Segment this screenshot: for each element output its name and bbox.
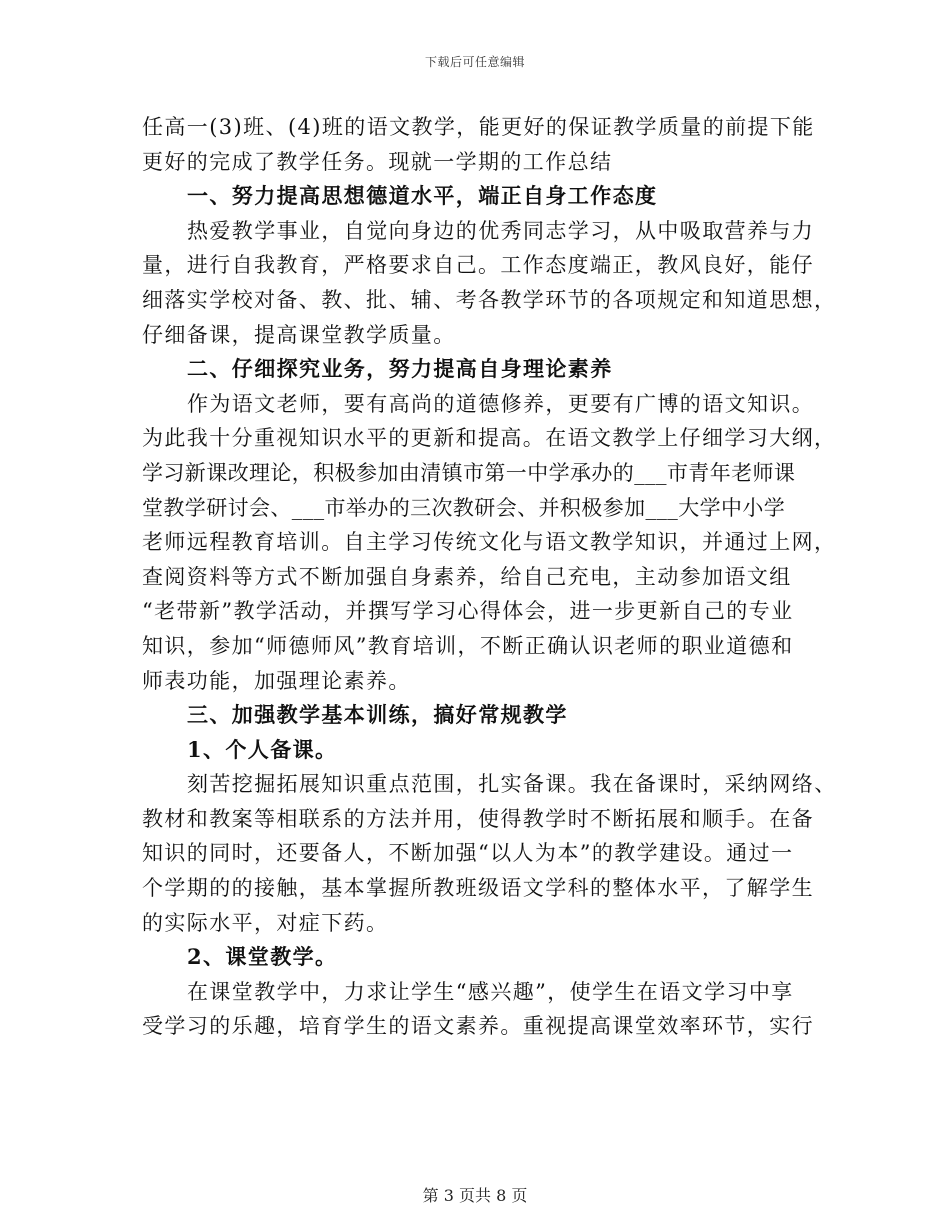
paragraph-first-line: 热爱教学事业，自觉向身边的优秀同志学习，从中吸取营养与力 — [187, 218, 815, 243]
body-line: 更好的完成了教学任务。现就一学期的工作总结 — [142, 149, 613, 174]
body-line: “老带新”教学活动，并撰写学习心得体会，进一步更新自己的专业 — [142, 599, 794, 624]
body-line: 知识的同时，还要备人，不断加强“以人为本”的教学建设。通过一 — [142, 841, 794, 866]
body-line: 仔细备课，提高课堂教学质量。 — [142, 322, 456, 347]
body-line: 为此我十分重视知识水平的更新和提高。在语文教学上仔细学习大纲， — [142, 426, 837, 451]
body-line: 老师远程教育培训。自主学习传统文化与语文教学知识，并通过上网， — [142, 530, 837, 555]
body-line: 任高一(3)班、(4)班的语文教学，能更好的保证教学质量的前提下能 — [142, 115, 815, 139]
paragraph-first-line: 在课堂教学中，力求让学生“感兴趣”，使学生在语文学习中享 — [187, 979, 794, 1004]
body-line: 堂教学研讨会、___市举办的三次教研会、并积极参加___大学中小学 — [142, 495, 786, 520]
body-line: 个学期的的接触，基本掌握所教班级语文学科的整体水平，了解学生 — [142, 876, 814, 901]
paragraph-first-line: 刻苦挖掘拓展知识重点范围，扎实备课。我在备课时，采纳网络、 — [187, 772, 837, 797]
body-line: 学习新课改理论，积极参加由清镇市第一中学承办的___市青年老师课 — [142, 460, 796, 485]
body-line: 教材和教案等相联系的方法并用，使得教学时不断拓展和顺手。在备 — [142, 806, 814, 831]
body-line: 细落实学校对备、教、批、辅、考各教学环节的各项规定和知道思想， — [142, 287, 837, 312]
page-footer-number: 第 3 页共 8 页 — [422, 1186, 528, 1205]
subsection-heading-2: 2、课堂教学。 — [187, 944, 338, 970]
body-line: 量，进行自我教育，严格要求自己。工作态度端正，教风良好，能仔 — [142, 253, 814, 278]
body-line: 查阅资料等方式不断加强自身素养，给自己充电，主动参加语文组 — [142, 564, 792, 589]
paragraph-first-line: 作为语文老师，要有高尚的道德修养，更要有广博的语文知识。 — [187, 391, 815, 416]
subsection-heading-1: 1、个人备课。 — [187, 736, 338, 762]
body-line: 受学习的乐趣，培育学生的语文素养。重视提高课堂效率环节，实行 — [142, 1014, 814, 1039]
page-header-note: 下载后可任意编辑 — [424, 55, 525, 69]
section-heading-3: 三、加强教学基本训练，搞好常规教学 — [187, 702, 568, 728]
document-body — [142, 110, 837, 1044]
body-line: 的实际水平，对症下药。 — [142, 910, 389, 935]
body-line: 知识，参加“师德师风”教育培训，不断正确认识老师的职业道德和 — [142, 633, 794, 658]
section-heading-2: 二、仔细探究业务，努力提高自身理论素养 — [187, 356, 613, 382]
body-line: 师表功能，加强理论素养。 — [142, 668, 411, 693]
section-heading-1: 一、努力提高思想德道水平，端正自身工作态度 — [187, 183, 658, 209]
